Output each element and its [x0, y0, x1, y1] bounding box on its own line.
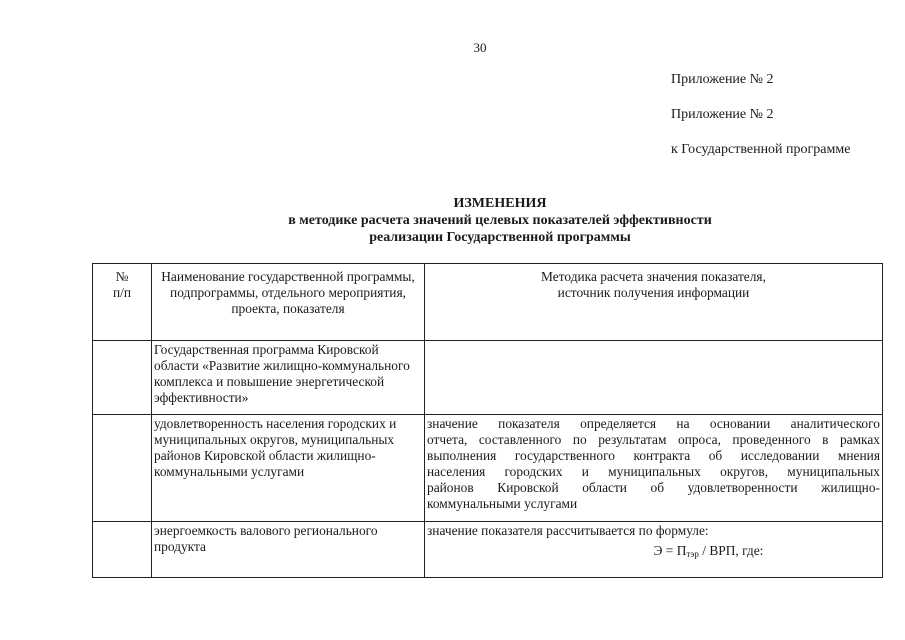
method-text-line: коммунальными услугами — [427, 496, 578, 511]
method-text-line: населения городских и муниципальных округов, муниципальных — [427, 464, 880, 479]
row-method — [425, 341, 883, 415]
method-text-line: выполнения государственного контракта об исследовании мнения — [427, 448, 880, 463]
row-number — [93, 522, 152, 578]
title-subtitle-2: реализации Государственной программы — [369, 230, 631, 245]
page-number: 30 — [473, 40, 487, 55]
header-method-line2: источник получения информации — [557, 285, 750, 300]
row-method — [425, 522, 883, 578]
row-name: удовлетворенность населения городских и муниципальных округов, муниципальных районов Кировской области жилищно-коммунальными услугами — [152, 415, 425, 522]
document-title — [180, 195, 820, 246]
header-number-abbr: п/п — [112, 285, 132, 300]
formula — [427, 543, 880, 562]
row-number — [93, 341, 152, 415]
appendix-label-repeat: Приложение № 2 — [671, 107, 774, 122]
method-intro: значение показателя рассчитывается по формуле: — [427, 523, 709, 538]
method-text-line: отчета, составленного по результатам опроса, проведенного в рамках — [427, 432, 880, 447]
row-number — [93, 415, 152, 522]
title-heading: ИЗМЕНЕНИЯ — [453, 196, 547, 211]
table-row — [93, 522, 883, 578]
header-method-line1: Методика расчета значения показателя, — [541, 269, 766, 284]
changes-table — [92, 263, 883, 578]
row-method — [425, 415, 883, 522]
row-name: Государственная программа Кировской области «Развитие жилищно-коммунального комплекса и повышение энергетической эффективности» — [152, 341, 425, 415]
header-name: Наименование государственной программы, подпрограммы, отдельного мероприятия, проекта, показателя — [152, 264, 425, 341]
table-row — [93, 341, 883, 415]
formula-right: / ВРП, где: — [698, 543, 764, 558]
formula-left: Э = П — [653, 543, 687, 558]
row-name: энергоемкость валового регионального продукта — [152, 522, 425, 578]
title-subtitle: в методике расчета значений целевых показателей эффективности — [288, 213, 712, 228]
header-method — [425, 264, 883, 341]
table-row — [93, 415, 883, 522]
table-header-row — [93, 264, 883, 341]
method-text-line: значение показателя определяется на основании аналитического — [427, 416, 880, 431]
method-text-line: районов Кировской области об удовлетворенности жилищно- — [427, 480, 880, 495]
formula-subscript: тэр — [686, 549, 699, 559]
header-number — [93, 264, 152, 341]
appendix-reference: к Государственной программе — [671, 142, 851, 157]
appendix-label: Приложение № 2 — [671, 72, 774, 87]
header-number-sign: № — [115, 269, 129, 284]
